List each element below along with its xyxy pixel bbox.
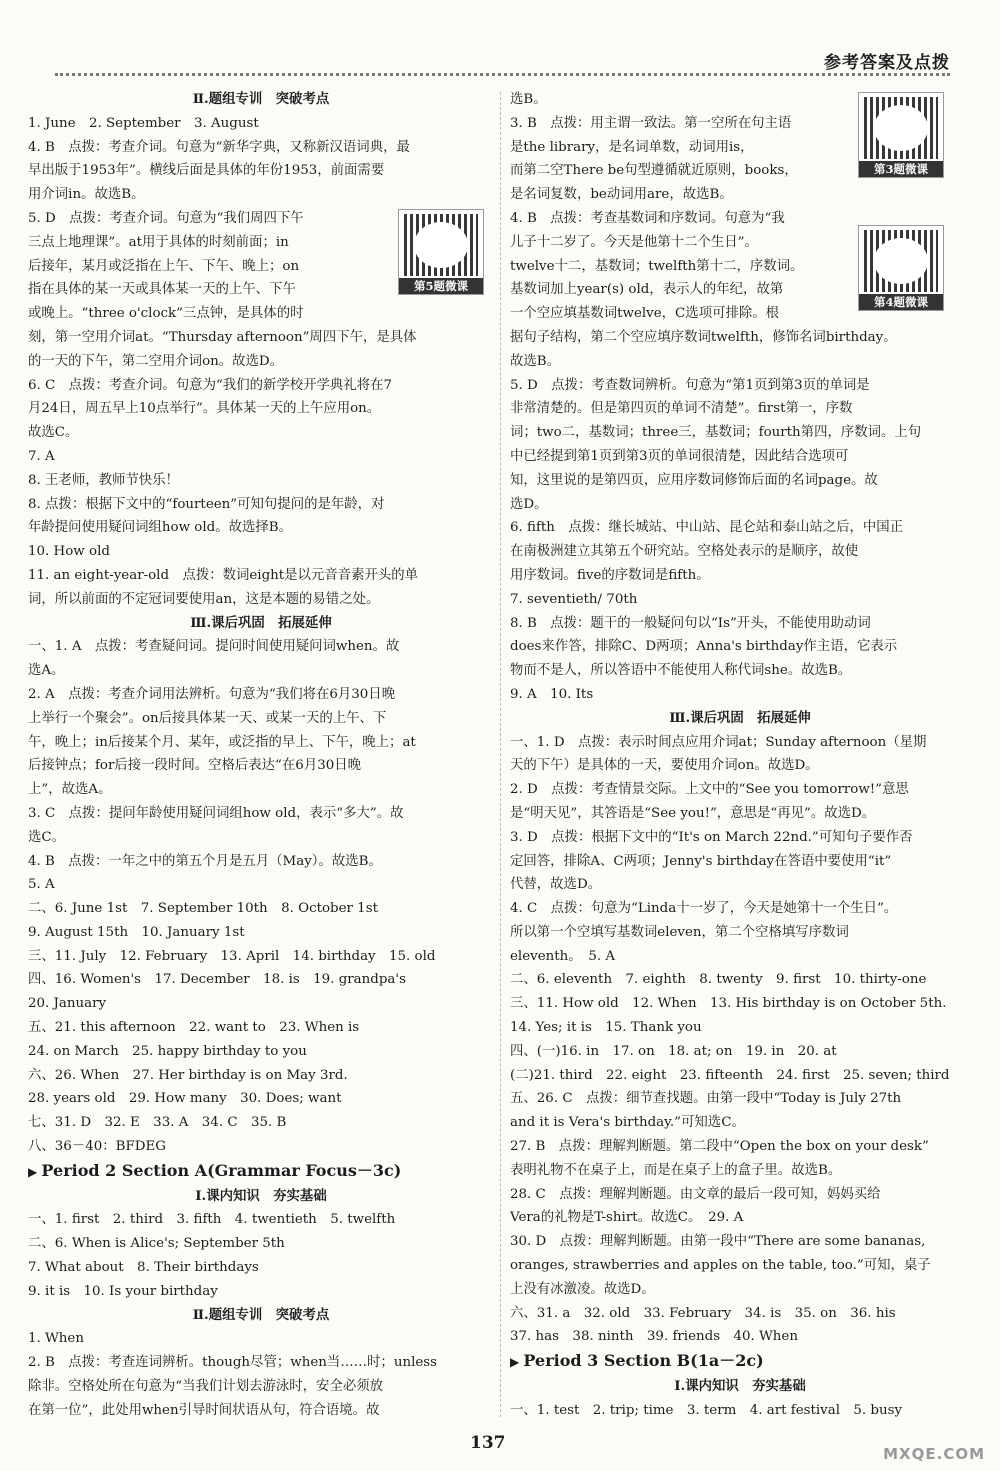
answer-line: Vera的礼物是T-shirt。故选C。 29. A	[510, 1210, 744, 1226]
answer-line: 6. C 点拨：考查介词。句意为“我们的新学校开学典礼将在7	[28, 377, 393, 393]
answer-line: 据句子结构，第二个空应填序数词twelfth，修饰名词birthday。	[510, 329, 897, 345]
answer-line: 28. years old 29. How many 30. Does; want	[28, 1091, 342, 1107]
answer-line: 8. 点拨：根据下文中的“fourteen”可知句提问的是年龄，对	[28, 496, 385, 512]
answer-line: 七、31. D 32. E 33. A 34. C 35. B	[28, 1115, 287, 1131]
answer-line: 三点上地理课”。at用于具体的时刻前面；in	[28, 234, 289, 250]
answer-line: 是the library，是名词单数，动词用is，	[510, 139, 754, 155]
answer-line: 后接年，某月或泛指在上午、下午、晚上；on	[28, 258, 300, 274]
page-number: 137	[470, 1433, 506, 1453]
answer-line: 选D。	[510, 496, 548, 512]
answer-line: 三、11. July 12. February 13. April 14. birthday 15. old	[28, 948, 436, 964]
answer-line: 2. D 点拨：考查情景交际。上文中的“See you tomorrow!”意思	[510, 782, 909, 798]
answer-line: 四、(一)16. in 17. on 18. at; on 19. in 20. at	[510, 1043, 837, 1059]
answer-line: 三、11. How old 12. When 13. His birthday is on October 5th.	[510, 996, 947, 1012]
answer-line: 11. an eight-year-old 点拨：数词eight是以元音音素开头的单	[28, 567, 419, 583]
answer-line: 物而不是人，所以答语中不能使用人称代词she。故选B。	[510, 663, 852, 679]
answer-line: 24. on March 25. happy birthday to you	[28, 1043, 307, 1059]
answer-line: 5. D 点拨：考查数词辨析。句意为“第1页到第3页的单词是	[510, 377, 870, 393]
qr-caption: 第5题微课	[399, 278, 483, 294]
answer-line: 2. A 点拨：考查介词用法辨析。句意为“我们将在6月30日晚	[28, 686, 396, 702]
answer-line: 选B。	[510, 92, 547, 107]
answer-line: 后接钟点；for后接一段时间。空格后表达“在6月30日晚	[28, 758, 362, 774]
answer-line: 表明礼物不在桌子上，而是在桌子上的盒子里。故选B。	[510, 1162, 842, 1178]
answer-line: 1. When	[28, 1331, 84, 1347]
answer-line: 30. D 点拨：理解判断题。由第一段中“There are some bananas,	[510, 1234, 926, 1250]
answer-line: 7. A	[28, 448, 55, 464]
column-divider	[500, 92, 501, 1417]
answer-line: 八、36－40：BFDEG	[28, 1139, 166, 1155]
answer-line: 代替，故选D。	[510, 877, 602, 893]
answer-line: 是名词复数，be动词用are，故选B。	[510, 187, 733, 203]
answer-line: 上没有冰激凌。故选D。	[510, 1281, 655, 1297]
answer-line: 知，这里说的是第四页，应用序数词修饰后面的名词page。故	[510, 472, 878, 488]
answer-line: 五、26. C 点拨：细节查找题。由第一段中“Today is July 27th	[510, 1091, 902, 1107]
answer-line: 4. B 点拨：一年之中的第五个月是五月（May）。故选B。	[28, 853, 382, 869]
answer-line: 而第二空There be句型遵循就近原则，books，	[510, 163, 798, 179]
answer-line: 词，所以前面的不定冠词要使用an，这是本题的易错之处。	[28, 591, 380, 607]
answer-line: twelve十二，基数词；twelfth第十二，序数词。	[510, 258, 804, 274]
answer-line: 定回答，排除A、C两项；Jenny's birthday在答语中要使用“it”	[510, 853, 892, 869]
answer-line: 上”，故选A。	[28, 782, 112, 798]
answer-line: 早出版于1953年”。横线后面是具体的年份1953，前面需要	[28, 163, 385, 179]
answer-line: 的一天的下午，第二空用介词on。故选D。	[28, 353, 284, 369]
answer-line: 一、1. first 2. third 3. fifth 4. twentieth 5. twelfth	[28, 1212, 396, 1228]
answer-line: 一、1. test 2. trip; time 3. term 4. art festival 5. busy	[510, 1402, 903, 1418]
answer-line: 选C。	[28, 829, 66, 845]
answer-line: 故选C。	[28, 425, 79, 441]
qr-code-q4[interactable]	[858, 225, 944, 311]
answer-line: 2. B 点拨：考查连词辨析。though尽管；when当……时；unless	[28, 1355, 438, 1371]
answer-line: 3. C 点拨：提问年龄使用疑问词组how old，表示“多大”。故	[28, 805, 404, 821]
answer-line: 非常清楚的。但是第四页的单词不清楚”。first第一，序数	[510, 401, 853, 417]
answer-line: 4. B 点拨：考查介词。句意为“新华字典，又称新汉语词典，最	[28, 139, 410, 155]
answer-line: 3. B 点拨：用主谓一致法。第一空所在句主语	[510, 115, 792, 131]
answer-line: 年龄提问使用疑问词组how old。故选择B。	[28, 520, 293, 536]
section-heading: Ⅰ.课内知识 夯实基础	[195, 1187, 327, 1204]
answer-line: 中已经提到第1页到第3页的单词很清楚，因此结合选项可	[510, 448, 849, 464]
answer-line: 在南极洲建立其第五个研究站。空格处表示的是顺序，故使	[510, 544, 859, 560]
answer-line: 一、1. A 点拨：考查疑问词。提问时间使用疑问词when。故	[28, 639, 400, 655]
answer-line: 8. B 点拨：题干的一般疑问句以“Is”开头，不能使用助动词	[510, 615, 871, 631]
answer-line: 6. fifth 点拨：继长城站、中山站、昆仑站和泰山站之后，中国正	[510, 520, 904, 536]
period-heading	[28, 1159, 494, 1185]
qr-code-q5[interactable]	[398, 209, 484, 295]
answer-line: 一、1. D 点拨：表示时间点应用介词at；Sunday afternoon（星期	[510, 734, 927, 750]
answer-line: 所以第一个空填写基数词eleven，第二个空格填写序数词	[510, 924, 849, 940]
section-heading: Ⅰ.课内知识 夯实基础	[674, 1378, 806, 1395]
answer-line: (二)21. third 22. eight 23. fifteenth 24. first 25. seven; third	[510, 1067, 950, 1083]
section-heading: Ⅱ.题组专训 突破考点	[192, 91, 330, 107]
answer-line: 是“明天见”，其答语是“See you!”，意思是“再见”。故选D。	[510, 805, 876, 821]
answer-line: 27. B 点拨：理解判断题。第二段中“Open the box on your desk”	[510, 1139, 929, 1155]
qr-code-q3[interactable]	[858, 92, 944, 178]
answer-line: 指在具体的某一天或具体某一天的上午、下午	[28, 282, 296, 298]
answer-line: 基数词加上year(s) old，表示人的年纪，故第	[510, 282, 784, 298]
period-heading-text: Period 2 Section A(Grammar Focus－3c)	[41, 1160, 402, 1180]
answer-line: 六、26. When 27. Her birthday is on May 3rd.	[28, 1067, 348, 1083]
answer-line: 天的下午）是具体的一天，要使用介词on。故选D。	[510, 758, 819, 774]
answer-line: 1. June 2. September 3. August	[28, 115, 259, 131]
section-heading: Ⅲ.课后巩固 拓展延伸	[669, 709, 811, 726]
answer-line: 儿子十二岁了。今天是他第十二个生日”。	[510, 234, 758, 250]
answer-line: 除非。空格处所在句意为“当我们计划去游泳时，安全必须放	[28, 1379, 383, 1395]
answer-line: 五、21. this afternoon 22. want to 23. When is	[28, 1020, 360, 1036]
answer-line: 8. 王老师，教师节快乐！	[28, 472, 179, 488]
answer-line: 四、16. Women's 17. December 18. is 19. grandpa's	[28, 972, 406, 988]
period-heading	[510, 1349, 970, 1375]
answer-line: 二、6. When is Alice's; September 5th	[28, 1236, 285, 1252]
answer-line: 9. it is 10. Is your birthday	[28, 1283, 218, 1299]
answer-line: 六、31. a 32. old 33. February 34. is 35. on 36. his	[510, 1305, 896, 1321]
answer-line: 一个空应填基数词twelve，C选项可排除。根	[510, 306, 780, 322]
answer-line: 3. D 点拨：根据下文中的“It's on March 22nd.”可知句子要作否	[510, 829, 913, 845]
answer-line: 午，晚上；in后接某个月、某年，或泛指的早上、下午，晚上；at	[28, 734, 416, 750]
answer-line: 9. A 10. Its	[510, 686, 594, 702]
answer-line: 5. A	[28, 877, 55, 893]
answer-line: 二、6. June 1st 7. September 10th 8. October 1st	[28, 901, 378, 917]
section-heading: Ⅱ.题组专训 突破考点	[192, 1306, 330, 1323]
qr-caption: 第3题微课	[859, 161, 943, 177]
answer-line: 5. D 点拨：考查介词。句意为“我们周四下午	[28, 210, 304, 226]
answer-line: 4. C 点拨：句意为“Linda十一岁了，今天是她第十一个生日”。	[510, 901, 898, 917]
answer-line: 词；two二，基数词；three三，基数词；fourth第四，序数词。上句	[510, 425, 922, 441]
answer-line: 4. B 点拨：考查基数词和序数词。句意为“我	[510, 210, 785, 226]
answer-line: 7. seventieth/ 70th	[510, 591, 638, 607]
answer-line: 10. How old	[28, 544, 110, 560]
answer-line: 用介词in。故选B。	[28, 187, 145, 203]
answer-line: and it is Vera's birthday.”可知选C。	[510, 1115, 745, 1131]
answer-line: 月24日，周五早上10点举行”。具体某一天的上午应用on。	[28, 401, 381, 417]
answer-line: 上举行一个聚会”。on后接具体某一天、或某一天的上午、下	[28, 710, 387, 726]
answer-line: 14. Yes; it is 15. Thank you	[510, 1020, 702, 1036]
answer-line: 7. What about 8. Their birthdays	[28, 1260, 259, 1276]
triangle-bullet-icon: ▶	[28, 1164, 42, 1179]
answer-line: 37. has 38. ninth 39. friends 40. When	[510, 1329, 798, 1345]
answer-line: does来作答，排除C、D两项；Anna's birthday作主语，它表示	[510, 639, 898, 655]
answer-line: 二、6. eleventh 7. eighth 8. twenty 9. first 10. thirty-one	[510, 972, 927, 988]
watermark-logo: MXQE.COM	[883, 1445, 985, 1463]
answer-line: 20. January	[28, 996, 107, 1012]
page-header-title: 参考答案及点拨	[824, 53, 950, 73]
answer-line: 9. August 15th 10. January 1st	[28, 924, 245, 940]
answer-line: 刻，第一空用介词at。“Thursday afternoon”周四下午，是具体	[28, 329, 417, 345]
period-heading-text: Period 3 Section B(1a－2c)	[523, 1351, 764, 1371]
qr-code-icon	[864, 230, 938, 292]
qr-caption: 第4题微课	[859, 294, 943, 310]
answer-line: 选A。	[28, 663, 65, 679]
answer-line: 在第一位”，此处用when引导时间状语从句，符合语境。故	[28, 1402, 380, 1418]
qr-code-icon	[404, 214, 478, 276]
qr-code-icon	[864, 97, 938, 159]
section-heading: Ⅲ.课后巩固 拓展延伸	[190, 614, 332, 631]
header-divider	[55, 73, 950, 76]
answer-line: oranges, strawberries and apples on the table, too.”可知，桌子	[510, 1258, 931, 1274]
answer-line: 或晚上。“three o'clock”三点钟，是具体的时	[28, 306, 304, 322]
answer-line: 用序数词。five的序数词是fifth。	[510, 567, 710, 583]
answer-line: 故选B。	[510, 353, 561, 369]
triangle-bullet-icon: ▶	[510, 1355, 524, 1370]
answer-line: eleventh。 5. A	[510, 948, 616, 964]
answer-line: 28. C 点拨：理解判断题。由文章的最后一段可知，妈妈买给	[510, 1186, 881, 1202]
